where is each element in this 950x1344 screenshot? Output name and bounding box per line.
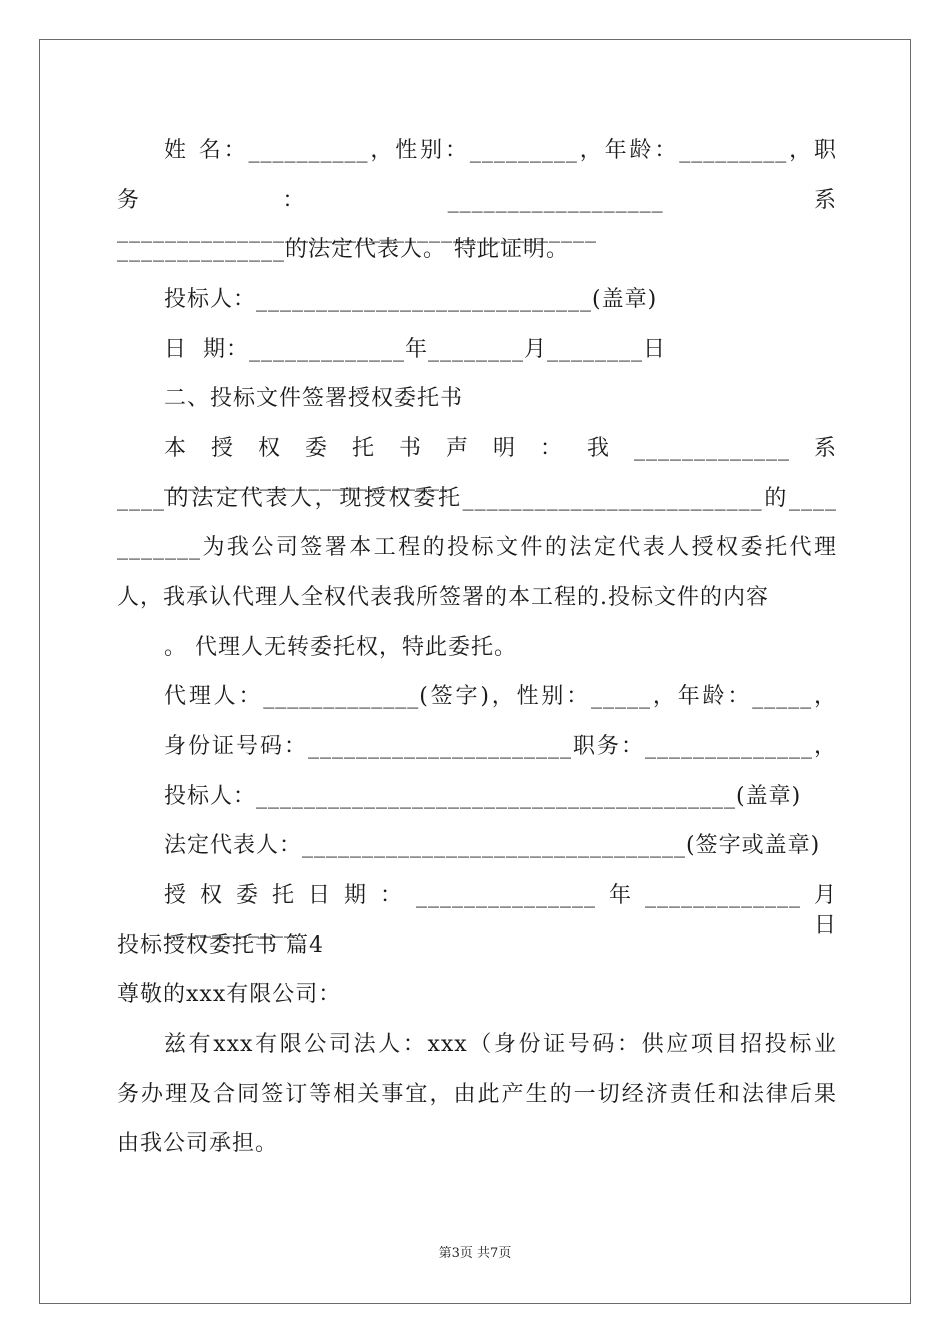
text-line-bidder-seal: 投标人：________________________________________(盖章) [164,784,802,809]
letter-salutation: 尊敬的xxx有限公司： [117,982,342,1007]
text-line-name-gender-age: 姓 名：__________，性别：_________，年龄：_________，职 [164,138,837,163]
text-line-business: 务办理及合同签订等相关事宜，由此产生的一切经济责任和法律后果 [117,1082,837,1107]
text-line-legal-rep-sign: 法定代表人：________________________________(签字或盖章) [164,833,821,858]
text-line-authorize: ____的法定代表人，现授权委托_________________________的____ [117,486,837,511]
text-line-date: 日 期：_____________年________月________日 [164,337,666,362]
text-line-id-number: 身份证号码：______________________职务：______________， [164,734,837,759]
text-line-acknowledge: 人，我承认代理人全权代表我所签署的本工程的.投标文件的内容 [117,585,769,610]
text-line-company-legal: 兹有xxx有限公司法人：xxx（身份证号码：供应项目招投标业 [164,1032,837,1057]
text-line-legal-rep: ______________的法定代表人。 特此证明。 [117,237,569,262]
text-line-agent: 代理人：_____________(签字)，性别：_____，年龄：_____， [164,684,837,709]
section-heading: 二、投标文件签署授权委托书 [164,386,464,411]
text-line-sign-docs: _______为我公司签署本工程的投标文件的法定代表人授权委托代理 [117,535,837,560]
text-line-declaration: 本授权委托书声明：我_____________系________________________ [164,436,837,491]
page-number-footer: 第3页 共7页 [438,1246,512,1261]
text-line-position: 务：__________________ 系________________________________________ [117,188,837,243]
text-line-liability: 由我公司承担。 [117,1131,279,1156]
text-line-no-subdelegation: 。 代理人无转委托权，特此委托。 [164,635,517,660]
section-title-part4: 投标授权委托书 篇4 [117,933,324,958]
text-line-auth-date: 授权委托日期：_______________年_____________月___________日 [164,883,837,938]
text-line-bidder: 投标人：____________________________(盖章) [164,287,658,312]
